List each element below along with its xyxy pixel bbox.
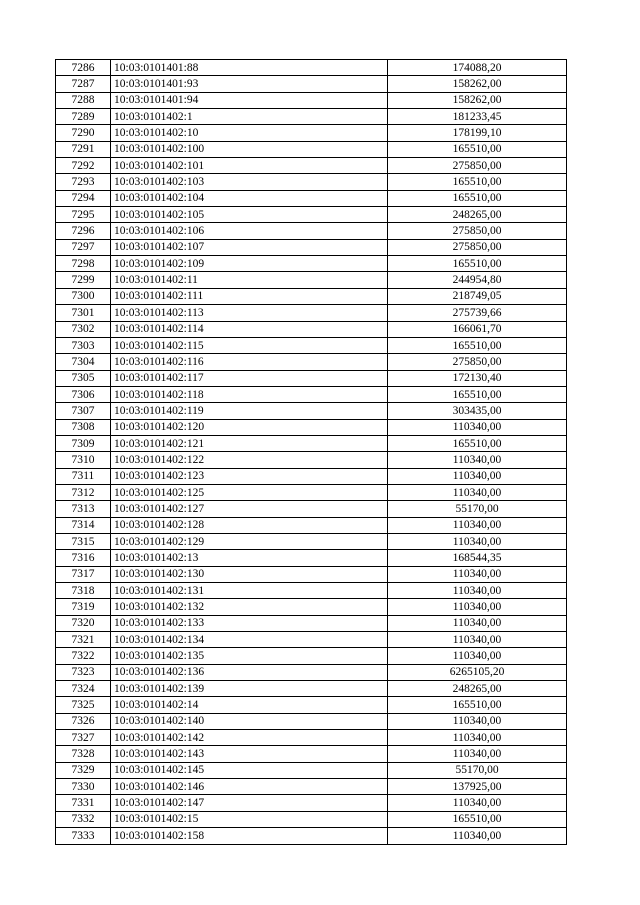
table-row [56, 632, 567, 648]
table-row [56, 190, 567, 206]
cadastral-value-cell: 110340,00 [388, 452, 567, 468]
row-number-cell: 7312 [56, 484, 111, 500]
cadastral-number-cell: 10:03:0101402:123 [111, 468, 388, 484]
cadastral-value-cell: 174088,20 [388, 60, 567, 76]
cadastral-value-cell: 158262,00 [388, 76, 567, 92]
table-row [56, 533, 567, 549]
cadastral-value-cell: 55170,00 [388, 501, 567, 517]
cadastral-number-cell: 10:03:0101402:130 [111, 566, 388, 582]
table-body [56, 60, 567, 845]
cadastral-number-cell: 10:03:0101402:142 [111, 730, 388, 746]
row-number-cell: 7303 [56, 337, 111, 353]
cadastral-number-cell: 10:03:0101402:135 [111, 648, 388, 664]
cadastral-number-cell: 10:03:0101402:107 [111, 239, 388, 255]
cadastral-value-cell: 165510,00 [388, 386, 567, 402]
row-number-cell: 7318 [56, 583, 111, 599]
row-number-cell: 7331 [56, 795, 111, 811]
row-number-cell: 7308 [56, 419, 111, 435]
row-number-cell: 7300 [56, 288, 111, 304]
cadastral-value-cell: 110340,00 [388, 468, 567, 484]
cadastral-value-cell: 275850,00 [388, 223, 567, 239]
table-row [56, 60, 567, 76]
cadastral-number-cell: 10:03:0101402:10 [111, 125, 388, 141]
cadastral-value-cell: 110340,00 [388, 566, 567, 582]
table-row [56, 141, 567, 157]
table-row [56, 239, 567, 255]
cadastral-value-cell: 110340,00 [388, 517, 567, 533]
cadastral-value-cell: 165510,00 [388, 174, 567, 190]
cadastral-number-cell: 10:03:0101402:114 [111, 321, 388, 337]
table-row [56, 419, 567, 435]
row-number-cell: 7304 [56, 354, 111, 370]
row-number-cell: 7314 [56, 517, 111, 533]
table-row [56, 435, 567, 451]
cadastral-value-cell: 275850,00 [388, 158, 567, 174]
cadastral-value-cell: 248265,00 [388, 207, 567, 223]
row-number-cell: 7307 [56, 403, 111, 419]
row-number-cell: 7330 [56, 779, 111, 795]
cadastral-value-cell: 172130,40 [388, 370, 567, 386]
table-row [56, 713, 567, 729]
cadastral-value-cell: 110340,00 [388, 632, 567, 648]
table-row [56, 550, 567, 566]
row-number-cell: 7313 [56, 501, 111, 517]
row-number-cell: 7286 [56, 60, 111, 76]
table-row [56, 370, 567, 386]
row-number-cell: 7289 [56, 109, 111, 125]
cadastral-number-cell: 10:03:0101402:134 [111, 632, 388, 648]
table-row [56, 779, 567, 795]
row-number-cell: 7333 [56, 828, 111, 844]
cadastral-number-cell: 10:03:0101402:127 [111, 501, 388, 517]
table-row [56, 174, 567, 190]
row-number-cell: 7305 [56, 370, 111, 386]
table-row [56, 305, 567, 321]
cadastral-number-cell: 10:03:0101402:115 [111, 337, 388, 353]
row-number-cell: 7322 [56, 648, 111, 664]
table-row [56, 272, 567, 288]
cadastral-value-cell: 165510,00 [388, 190, 567, 206]
row-number-cell: 7306 [56, 386, 111, 402]
table-row [56, 762, 567, 778]
table-row [56, 697, 567, 713]
row-number-cell: 7323 [56, 664, 111, 680]
cadastral-number-cell: 10:03:0101401:88 [111, 60, 388, 76]
table-row [56, 615, 567, 631]
cadastral-value-cell: 165510,00 [388, 256, 567, 272]
row-number-cell: 7316 [56, 550, 111, 566]
cadastral-number-cell: 10:03:0101402:106 [111, 223, 388, 239]
table-row [56, 468, 567, 484]
cadastral-number-cell: 10:03:0101402:11 [111, 272, 388, 288]
table-row [56, 321, 567, 337]
cadastral-number-cell: 10:03:0101402:116 [111, 354, 388, 370]
row-number-cell: 7309 [56, 435, 111, 451]
cadastral-number-cell: 10:03:0101402:139 [111, 681, 388, 697]
cadastral-value-cell: 178199,10 [388, 125, 567, 141]
row-number-cell: 7325 [56, 697, 111, 713]
cadastral-value-cell: 110340,00 [388, 730, 567, 746]
cadastral-number-cell: 10:03:0101402:131 [111, 583, 388, 599]
cadastral-value-cell: 110340,00 [388, 795, 567, 811]
cadastral-value-cell: 110340,00 [388, 533, 567, 549]
cadastral-value-cell: 110340,00 [388, 828, 567, 844]
cadastral-value-cell: 248265,00 [388, 681, 567, 697]
cadastral-value-cell: 110340,00 [388, 746, 567, 762]
cadastral-number-cell: 10:03:0101402:129 [111, 533, 388, 549]
cadastral-number-cell: 10:03:0101402:125 [111, 484, 388, 500]
table-row [56, 109, 567, 125]
cadastral-value-cell: 110340,00 [388, 648, 567, 664]
cadastral-value-cell: 165510,00 [388, 141, 567, 157]
cadastral-value-cell: 244954,80 [388, 272, 567, 288]
row-number-cell: 7302 [56, 321, 111, 337]
cadastral-number-cell: 10:03:0101402:132 [111, 599, 388, 615]
cadastral-value-cell: 55170,00 [388, 762, 567, 778]
table-row [56, 730, 567, 746]
cadastral-number-cell: 10:03:0101402:158 [111, 828, 388, 844]
table-row [56, 648, 567, 664]
cadastral-number-cell: 10:03:0101402:140 [111, 713, 388, 729]
table-row [56, 811, 567, 827]
cadastral-value-cell: 110340,00 [388, 615, 567, 631]
row-number-cell: 7294 [56, 190, 111, 206]
table-row [56, 386, 567, 402]
table-row [56, 484, 567, 500]
cadastral-number-cell: 10:03:0101402:118 [111, 386, 388, 402]
table-row [56, 452, 567, 468]
cadastral-number-cell: 10:03:0101402:113 [111, 305, 388, 321]
table-row [56, 501, 567, 517]
table-row [56, 256, 567, 272]
row-number-cell: 7320 [56, 615, 111, 631]
cadastral-number-cell: 10:03:0101402:146 [111, 779, 388, 795]
cadastral-value-cell: 110340,00 [388, 713, 567, 729]
cadastral-value-cell: 166061,70 [388, 321, 567, 337]
row-number-cell: 7298 [56, 256, 111, 272]
cadastral-number-cell: 10:03:0101402:103 [111, 174, 388, 190]
cadastral-value-cell: 110340,00 [388, 484, 567, 500]
cadastral-value-cell: 110340,00 [388, 419, 567, 435]
row-number-cell: 7299 [56, 272, 111, 288]
row-number-cell: 7332 [56, 811, 111, 827]
table-row [56, 288, 567, 304]
row-number-cell: 7324 [56, 681, 111, 697]
row-number-cell: 7291 [56, 141, 111, 157]
table-row [56, 664, 567, 680]
cadastral-number-cell: 10:03:0101402:117 [111, 370, 388, 386]
row-number-cell: 7293 [56, 174, 111, 190]
cadastral-value-cell: 275739,66 [388, 305, 567, 321]
cadastral-number-cell: 10:03:0101402:111 [111, 288, 388, 304]
table-row [56, 92, 567, 108]
cadastral-value-cell: 165510,00 [388, 811, 567, 827]
cadastral-number-cell: 10:03:0101402:101 [111, 158, 388, 174]
cadastral-number-cell: 10:03:0101402:133 [111, 615, 388, 631]
cadastral-value-cell: 165510,00 [388, 435, 567, 451]
row-number-cell: 7315 [56, 533, 111, 549]
cadastral-number-cell: 10:03:0101402:145 [111, 762, 388, 778]
cadastral-number-cell: 10:03:0101402:120 [111, 419, 388, 435]
table-row [56, 158, 567, 174]
row-number-cell: 7290 [56, 125, 111, 141]
cadastral-number-cell: 10:03:0101402:143 [111, 746, 388, 762]
table-row [56, 354, 567, 370]
row-number-cell: 7287 [56, 76, 111, 92]
table-row [56, 207, 567, 223]
row-number-cell: 7296 [56, 223, 111, 239]
cadastral-value-cell: 303435,00 [388, 403, 567, 419]
row-number-cell: 7317 [56, 566, 111, 582]
row-number-cell: 7328 [56, 746, 111, 762]
cadastral-value-cell: 110340,00 [388, 583, 567, 599]
cadastral-value-cell: 275850,00 [388, 354, 567, 370]
cadastral-value-cell: 218749,05 [388, 288, 567, 304]
row-number-cell: 7319 [56, 599, 111, 615]
cadastral-number-cell: 10:03:0101402:119 [111, 403, 388, 419]
cadastral-value-cell: 168544,35 [388, 550, 567, 566]
cadastral-number-cell: 10:03:0101402:121 [111, 435, 388, 451]
table-row [56, 76, 567, 92]
row-number-cell: 7297 [56, 239, 111, 255]
cadastral-number-cell: 10:03:0101402:122 [111, 452, 388, 468]
table-row [56, 583, 567, 599]
cadastral-number-cell: 10:03:0101402:13 [111, 550, 388, 566]
cadastral-number-cell: 10:03:0101401:94 [111, 92, 388, 108]
table-row [56, 337, 567, 353]
row-number-cell: 7326 [56, 713, 111, 729]
cadastral-value-cell: 158262,00 [388, 92, 567, 108]
cadastral-number-cell: 10:03:0101401:93 [111, 76, 388, 92]
cadastral-number-cell: 10:03:0101402:147 [111, 795, 388, 811]
row-number-cell: 7292 [56, 158, 111, 174]
row-number-cell: 7288 [56, 92, 111, 108]
cadastral-number-cell: 10:03:0101402:105 [111, 207, 388, 223]
cadastral-number-cell: 10:03:0101402:128 [111, 517, 388, 533]
table-row [56, 828, 567, 844]
table-row [56, 403, 567, 419]
cadastral-number-cell: 10:03:0101402:136 [111, 664, 388, 680]
table-row [56, 223, 567, 239]
cadastral-number-cell: 10:03:0101402:100 [111, 141, 388, 157]
row-number-cell: 7321 [56, 632, 111, 648]
row-number-cell: 7327 [56, 730, 111, 746]
table-row [56, 746, 567, 762]
row-number-cell: 7301 [56, 305, 111, 321]
cadastral-value-cell: 165510,00 [388, 697, 567, 713]
cadastral-value-cell: 275850,00 [388, 239, 567, 255]
cadastral-value-cell: 137925,00 [388, 779, 567, 795]
cadastral-value-cell: 165510,00 [388, 337, 567, 353]
row-number-cell: 7295 [56, 207, 111, 223]
cadastral-number-cell: 10:03:0101402:109 [111, 256, 388, 272]
cadastral-value-table [55, 59, 567, 845]
cadastral-number-cell: 10:03:0101402:14 [111, 697, 388, 713]
cadastral-number-cell: 10:03:0101402:104 [111, 190, 388, 206]
table-row [56, 681, 567, 697]
cadastral-value-cell: 110340,00 [388, 599, 567, 615]
row-number-cell: 7311 [56, 468, 111, 484]
table-row [56, 566, 567, 582]
cadastral-value-cell: 6265105,20 [388, 664, 567, 680]
row-number-cell: 7329 [56, 762, 111, 778]
row-number-cell: 7310 [56, 452, 111, 468]
cadastral-number-cell: 10:03:0101402:15 [111, 811, 388, 827]
cadastral-number-cell: 10:03:0101402:1 [111, 109, 388, 125]
table-row [56, 517, 567, 533]
table-row [56, 125, 567, 141]
cadastral-value-cell: 181233,45 [388, 109, 567, 125]
table-row [56, 599, 567, 615]
table-row [56, 795, 567, 811]
